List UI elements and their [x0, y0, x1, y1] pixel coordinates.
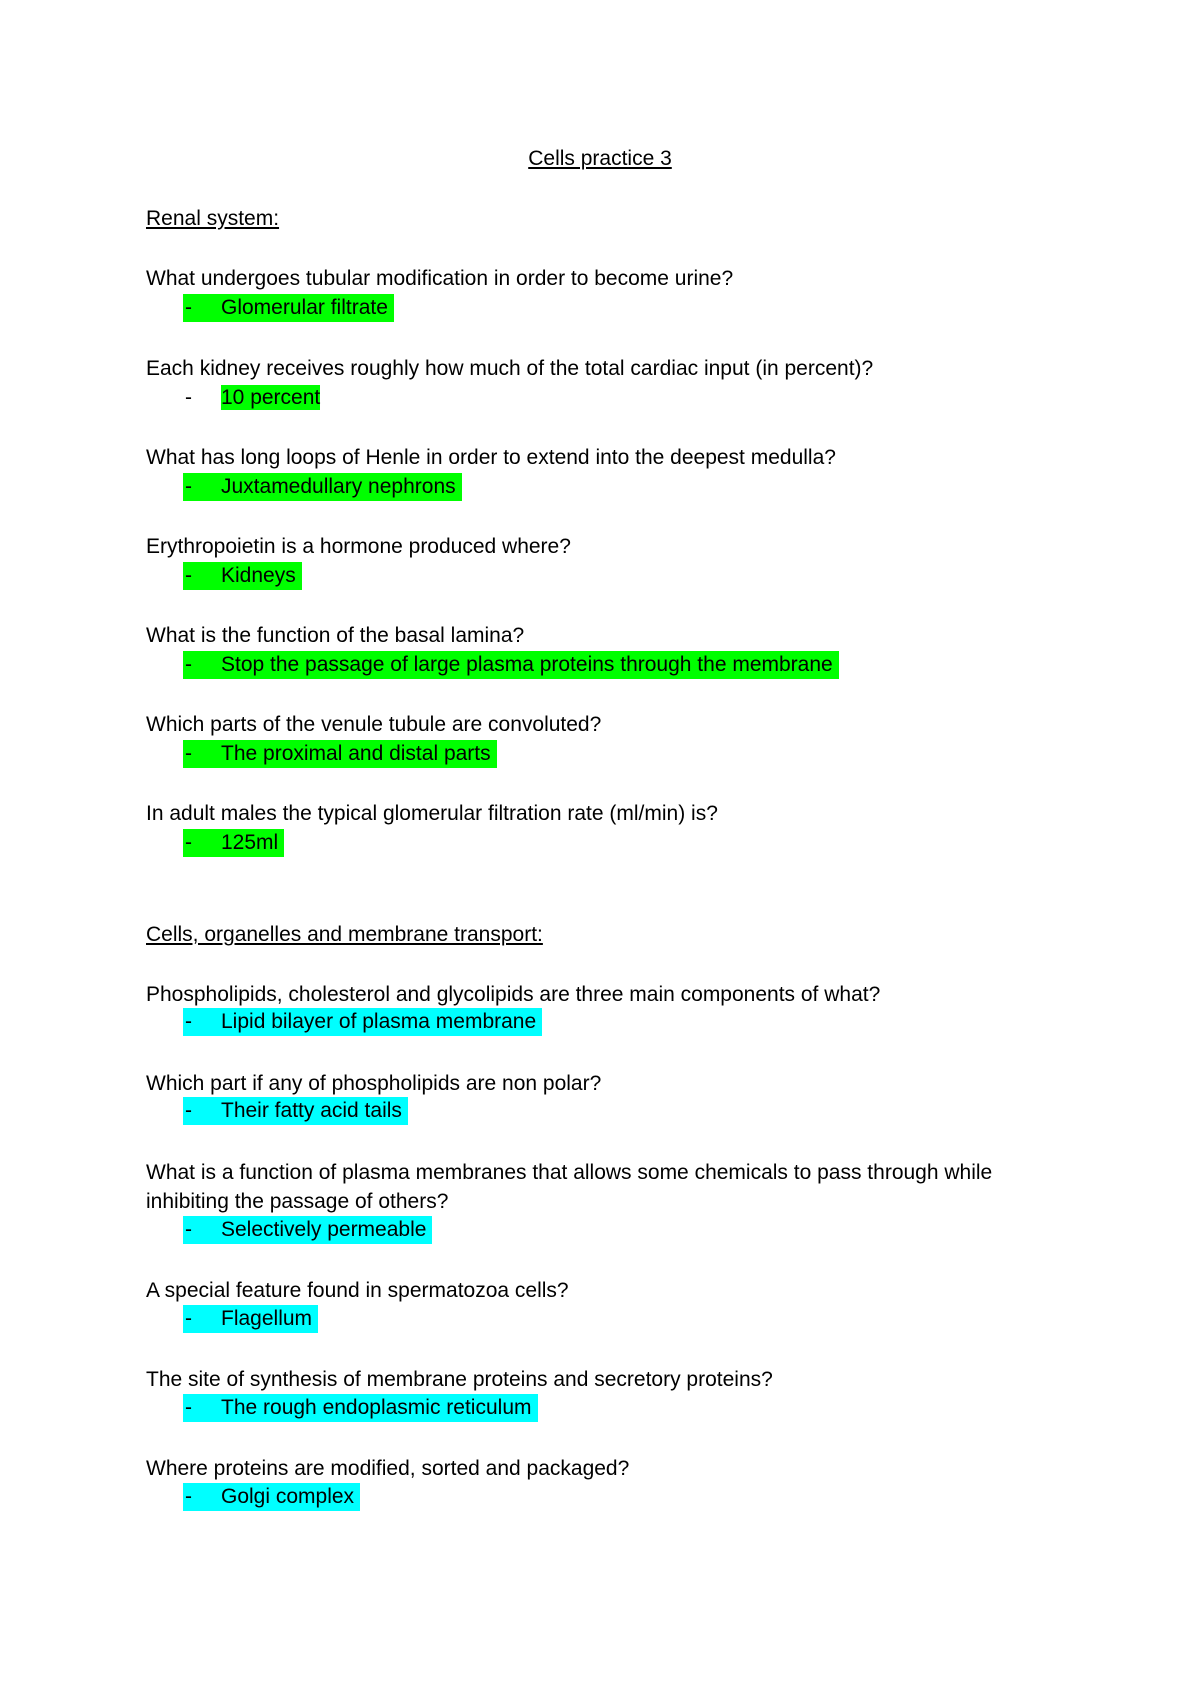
answer: [183, 1097, 408, 1125]
answer-text: Selectively permeable: [221, 1218, 427, 1241]
answer: [183, 384, 320, 412]
answer-text: The proximal and distal parts: [221, 742, 491, 765]
answer: [183, 1008, 542, 1036]
answer-text: Flagellum: [221, 1307, 313, 1330]
question: Where proteins are modified, sorted and packaged?: [146, 1457, 630, 1480]
answer: [183, 651, 839, 679]
answer: [183, 740, 497, 768]
question: What has long loops of Henle in order to extend into the deepest medulla?: [146, 446, 836, 469]
answer-text: 10 percent: [221, 386, 321, 409]
question: In adult males the typical glomerular filtration rate (ml/min) is?: [146, 802, 718, 825]
answer-text: Juxtamedullary nephrons: [221, 475, 456, 498]
bullet-dash: -: [185, 831, 192, 854]
section-heading-cells: Cells, organelles and membrane transport:: [146, 923, 543, 946]
bullet-dash: -: [185, 475, 192, 498]
answer-text: Golgi complex: [221, 1485, 355, 1508]
question: Phospholipids, cholesterol and glycolipids are three main components of what?: [146, 983, 881, 1006]
answer: [183, 829, 284, 857]
question: Erythropoietin is a hormone produced where?: [146, 535, 571, 558]
question: What is the function of the basal lamina?: [146, 624, 525, 647]
question: What is a function of plasma membranes that allows some chemicals to pass through while inhibiting the passage of others?: [146, 1161, 993, 1213]
bullet-dash: -: [185, 386, 192, 409]
question: What undergoes tubular modification in order to become urine?: [146, 267, 734, 290]
section-heading-renal: Renal system:: [146, 207, 280, 230]
bullet-dash: -: [185, 653, 192, 676]
answer: [183, 294, 394, 322]
answer-text: Glomerular filtrate: [221, 296, 388, 319]
bullet-dash: -: [185, 1010, 192, 1033]
answer-text: 125ml: [221, 831, 279, 854]
bullet-dash: -: [185, 1485, 192, 1508]
question: The site of synthesis of membrane proteins and secretory proteins?: [146, 1368, 773, 1391]
answer: [183, 1483, 360, 1511]
answer: [183, 1216, 432, 1244]
bullet-dash: -: [185, 296, 192, 319]
bullet-dash: -: [185, 1099, 192, 1122]
answer: [183, 1305, 318, 1333]
answer-text: Stop the passage of large plasma proteins through the membrane: [221, 653, 833, 676]
answer: [183, 562, 302, 590]
page-title: Cells practice 3: [528, 147, 672, 170]
question: A special feature found in spermatozoa cells?: [146, 1279, 569, 1302]
bullet-dash: -: [185, 564, 192, 587]
answer-text: Their fatty acid tails: [221, 1099, 402, 1122]
answer: [183, 1394, 538, 1422]
bullet-dash: -: [185, 742, 192, 765]
question: Which parts of the venule tubule are convoluted?: [146, 713, 602, 736]
bullet-dash: -: [185, 1396, 192, 1419]
answer-text: Kidneys: [221, 564, 296, 587]
answer-text: The rough endoplasmic reticulum: [221, 1396, 532, 1419]
answer: [183, 473, 462, 501]
question: Each kidney receives roughly how much of the total cardiac input (in percent)?: [146, 357, 874, 380]
answer-text: Lipid bilayer of plasma membrane: [221, 1010, 537, 1033]
bullet-dash: -: [185, 1307, 192, 1330]
bullet-dash: -: [185, 1218, 192, 1241]
question: Which part if any of phospholipids are non polar?: [146, 1072, 602, 1095]
